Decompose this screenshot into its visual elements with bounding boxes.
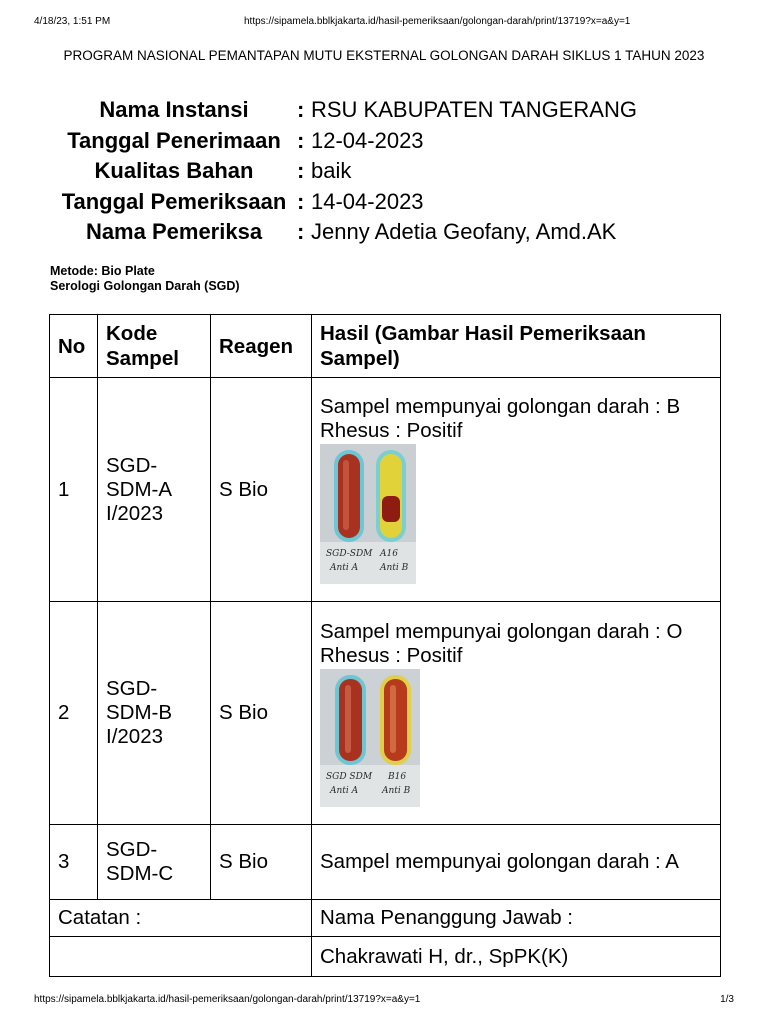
cell-reagen: S Bio	[211, 825, 312, 900]
info-colon: :	[297, 127, 305, 153]
print-header	[34, 16, 734, 30]
footer-url: https://sipamela.bblkjakarta.id/hasil-pemeriksaan/golongan-darah/print/13719?x=a&y=1	[34, 994, 421, 1005]
page-number: 1/3	[720, 994, 734, 1005]
photo-label-anti-a: Anti A	[330, 785, 359, 796]
table-row	[50, 378, 721, 602]
print-datetime: 4/18/23, 1:51 PM	[34, 16, 111, 27]
photo-label-anti-b: Anti B	[380, 563, 409, 573]
header-reagen: Reagen	[211, 315, 312, 378]
method-info	[50, 264, 240, 294]
program-title: PROGRAM NASIONAL PEMANTAPAN MUTU EKSTERNAL GOLONGAN DARAH SIKLUS 1 TAHUN 2023	[63, 48, 705, 63]
bioplate-image	[320, 444, 416, 584]
info-row-tanggal-pemeriksaan	[50, 187, 690, 218]
photo-label-sample: B16	[388, 771, 407, 782]
cell-no: 2	[50, 602, 98, 825]
info-value: 12-04-2023	[311, 127, 424, 153]
method-line: Metode: Bio Plate	[50, 264, 155, 278]
blood-type-result: Sampel mempunyai golongan darah : O	[320, 619, 683, 643]
info-value: RSU KABUPATEN TANGERANG	[311, 97, 637, 122]
print-footer	[34, 994, 734, 1008]
header-no: No	[50, 315, 98, 378]
photo-label-code: SGD SDM	[326, 771, 373, 782]
info-label: Nama Instansi	[99, 97, 249, 122]
photo-label-code: SGD-SDM	[326, 549, 373, 559]
info-value: baik	[311, 158, 352, 183]
info-colon: :	[297, 97, 305, 122]
cell-hasil	[312, 378, 721, 602]
photo-label-anti-a: Anti A	[330, 563, 359, 573]
cell-kode-sampel: SGD-SDM-C	[98, 825, 211, 900]
info-value: 14-04-2023	[311, 188, 424, 214]
info-label: Kualitas Bahan	[94, 158, 254, 183]
cell-reagen: S Bio	[211, 602, 312, 825]
table-header-row	[50, 315, 721, 378]
table-row	[50, 900, 721, 937]
penanggung-jawab-label: Nama Penanggung Jawab :	[312, 900, 721, 937]
photo-label-anti-b: Anti B	[382, 785, 411, 796]
instance-info	[50, 95, 690, 248]
sample-photo	[320, 444, 416, 584]
cell-hasil	[312, 825, 721, 900]
table-row	[50, 825, 721, 900]
info-label: Nama Pemeriksa	[85, 219, 263, 244]
sample-photo	[320, 669, 416, 807]
cell-no: 3	[50, 825, 98, 900]
info-label: Tanggal Penerimaan	[67, 127, 281, 153]
cell-kode-sampel: SGD-SDM-A I/2023	[98, 378, 211, 602]
table-row	[50, 937, 721, 977]
header-hasil: Hasil (Gambar Hasil Pemeriksaan Sampel)	[312, 315, 721, 378]
blood-type-result: Sampel mempunyai golongan darah : B	[320, 395, 681, 418]
print-url: https://sipamela.bblkjakarta.id/hasil-pemeriksaan/golongan-darah/print/13719?x=a&y=1	[244, 16, 631, 27]
cell-no: 1	[50, 378, 98, 602]
info-row-nama-pemeriksa	[50, 217, 690, 248]
cell-hasil	[312, 602, 721, 825]
cell-reagen: S Bio	[211, 378, 312, 602]
rhesus-result: Rhesus : Positif	[320, 419, 463, 442]
info-row-tanggal-penerimaan	[50, 126, 690, 157]
photo-label-sample: A16	[380, 549, 398, 559]
blood-type-result: Sampel mempunyai golongan darah : A	[320, 850, 679, 873]
info-row-kualitas-bahan	[50, 156, 690, 187]
info-colon: :	[297, 188, 305, 214]
info-colon: :	[297, 158, 305, 183]
catatan-value	[50, 937, 312, 977]
bioplate-image	[320, 669, 420, 807]
info-row-instansi	[50, 95, 690, 126]
penanggung-jawab-name: Chakrawati H, dr., SpPK(K)	[312, 937, 721, 977]
info-value: Jenny Adetia Geofany, Amd.AK	[311, 219, 617, 244]
cell-kode-sampel: SGD-SDM-B I/2023	[98, 602, 211, 825]
results-table	[49, 314, 721, 977]
rhesus-result: Rhesus : Positif	[320, 643, 463, 667]
method-subtitle: Serologi Golongan Darah (SGD)	[50, 279, 240, 293]
catatan-label: Catatan :	[50, 900, 312, 937]
header-kode-sampel: Kode Sampel	[98, 315, 211, 378]
info-colon: :	[297, 219, 305, 244]
table-row	[50, 602, 721, 825]
info-label: Tanggal Pemeriksaan	[61, 188, 287, 214]
